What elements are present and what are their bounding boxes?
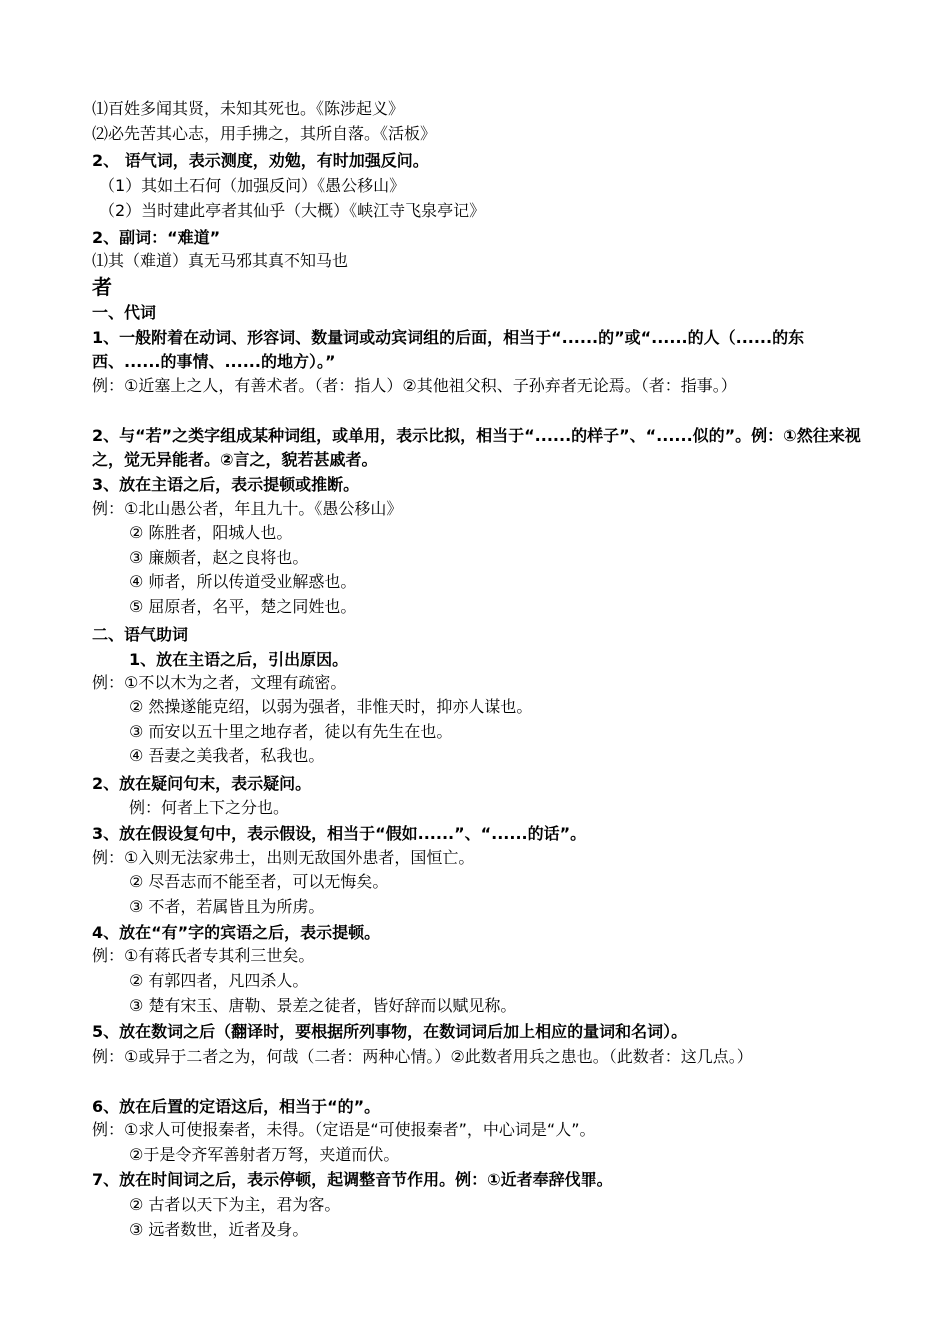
rule-heading: 2、副词：“难道” [92,228,221,247]
example-line: 例：①近塞上之人，有善术者。（者：指人）②其他祖父积、子孙弃者无论焉。（者：指事。） [92,376,737,395]
example-line: ② 陈胜者，阳城人也。 [129,523,293,542]
rule-heading: 二、语气助词 [92,625,189,644]
example-line: 例：①或异于二者之为，何哉（二者：两种心情。）②此数者用兵之患也。（此数者：这几点。） [92,1047,753,1066]
example-line: ③ 楚有宋玉、唐勒、景差之徒者，皆好辞而以赋见称。 [129,996,517,1015]
example-line: ② 有郭四者，凡四杀人。 [129,971,309,990]
example-line: （2）当时建此亭者其仙乎（大概）《峡江寺飞泉亭记》 [99,201,486,220]
rule-heading: 一、代词 [92,303,157,322]
example-line: ③ 而安以五十里之地存者，徒以有先生在也。 [129,722,453,741]
example-line: ⑵必先苦其心志，用手拂之，其所自落。《活板》 [92,124,437,143]
rule-heading: 6、放在后置的定语这后，相当于“的”。 [92,1097,381,1116]
rule-heading: 7、放在时间词之后，表示停顿，起调整音节作用。例：①近者奉辞伐罪。 [92,1170,613,1189]
rule-heading: 1、放在主语之后，引出原因。 [129,650,349,669]
example-line: 例：①有蒋氏者专其利三世矣。 [92,946,315,965]
example-line: 例：①入则无法家弗士，出则无敌国外患者，国恒亡。 [92,848,475,867]
example-line: ④ 师者，所以传道受业解惑也。 [129,572,357,591]
example-line: 例：①求人可使报秦者，未得。（定语是“可使报秦者”，中心词是“人”。 [92,1120,596,1139]
rule-heading: 1、一般附着在动词、形容词、数量词或动宾词组的后面，相当于“......的”或“......的人（......的东西、......的事情、......的地方）。” [92,328,805,371]
rule-heading: 3、放在主语之后，表示提顿或推断。 [92,475,360,494]
example-line: ③ 远者数世，近者及身。 [129,1220,309,1239]
example-line: 例：①不以木为之者，文理有疏密。 [92,673,347,692]
example-line: ② 古者以天下为主，君为客。 [129,1195,341,1214]
example-line: ④ 吾妻之美我者，私我也。 [129,746,325,765]
rule-heading: 2、放在疑问句末，表示疑问。 [92,774,312,793]
example-line: 例：①北山愚公者，年且九十。《愚公移山》 [92,499,403,518]
example-line: ⑴百姓多闻其贤，未知其死也。《陈涉起义》 [92,99,405,118]
example-line: ② 尽吾志而不能至者，可以无悔矣。 [129,872,389,891]
example-line: 例：何者上下之分也。 [129,798,290,817]
example-line: ⑴其（难道）真无马邪其真不知马也 [92,251,349,270]
rule-heading: 4、放在“有”字的宾语之后，表示提顿。 [92,923,381,942]
section-heading: 者 [92,275,112,299]
rule-heading: 2、 语气词，表示测度，劝勉，有时加强反问。 [92,151,429,170]
example-line: ② 然操遂能克绍，以弱为强者，非惟天时，抑亦人谋也。 [129,697,533,716]
example-line: ③ 不者，若属皆且为所虏。 [129,897,325,916]
example-line: ②于是令齐军善射者万弩，夹道而伏。 [129,1145,400,1164]
example-line: ⑤ 屈原者，名平，楚之同姓也。 [129,597,357,616]
rule-heading: 3、放在假设复句中，表示假设，相当于“假如......”、“......的话”。 [92,824,587,843]
example-line: ③ 廉颇者，赵之良将也。 [129,548,309,567]
rule-heading: 2、与“若”之类字组成某种词组，或单用，表示比拟，相当于“......的样子”、“......似的”。例：①然往来视之，觉无异能者。②言之，貌若甚戚者。 [92,426,861,469]
example-line: （1）其如土石何（加强反问）《愚公移山》 [99,176,406,195]
rule-heading: 5、放在数词之后（翻译时，要根据所列事物，在数词词后加上相应的量词和名词）。 [92,1022,688,1041]
